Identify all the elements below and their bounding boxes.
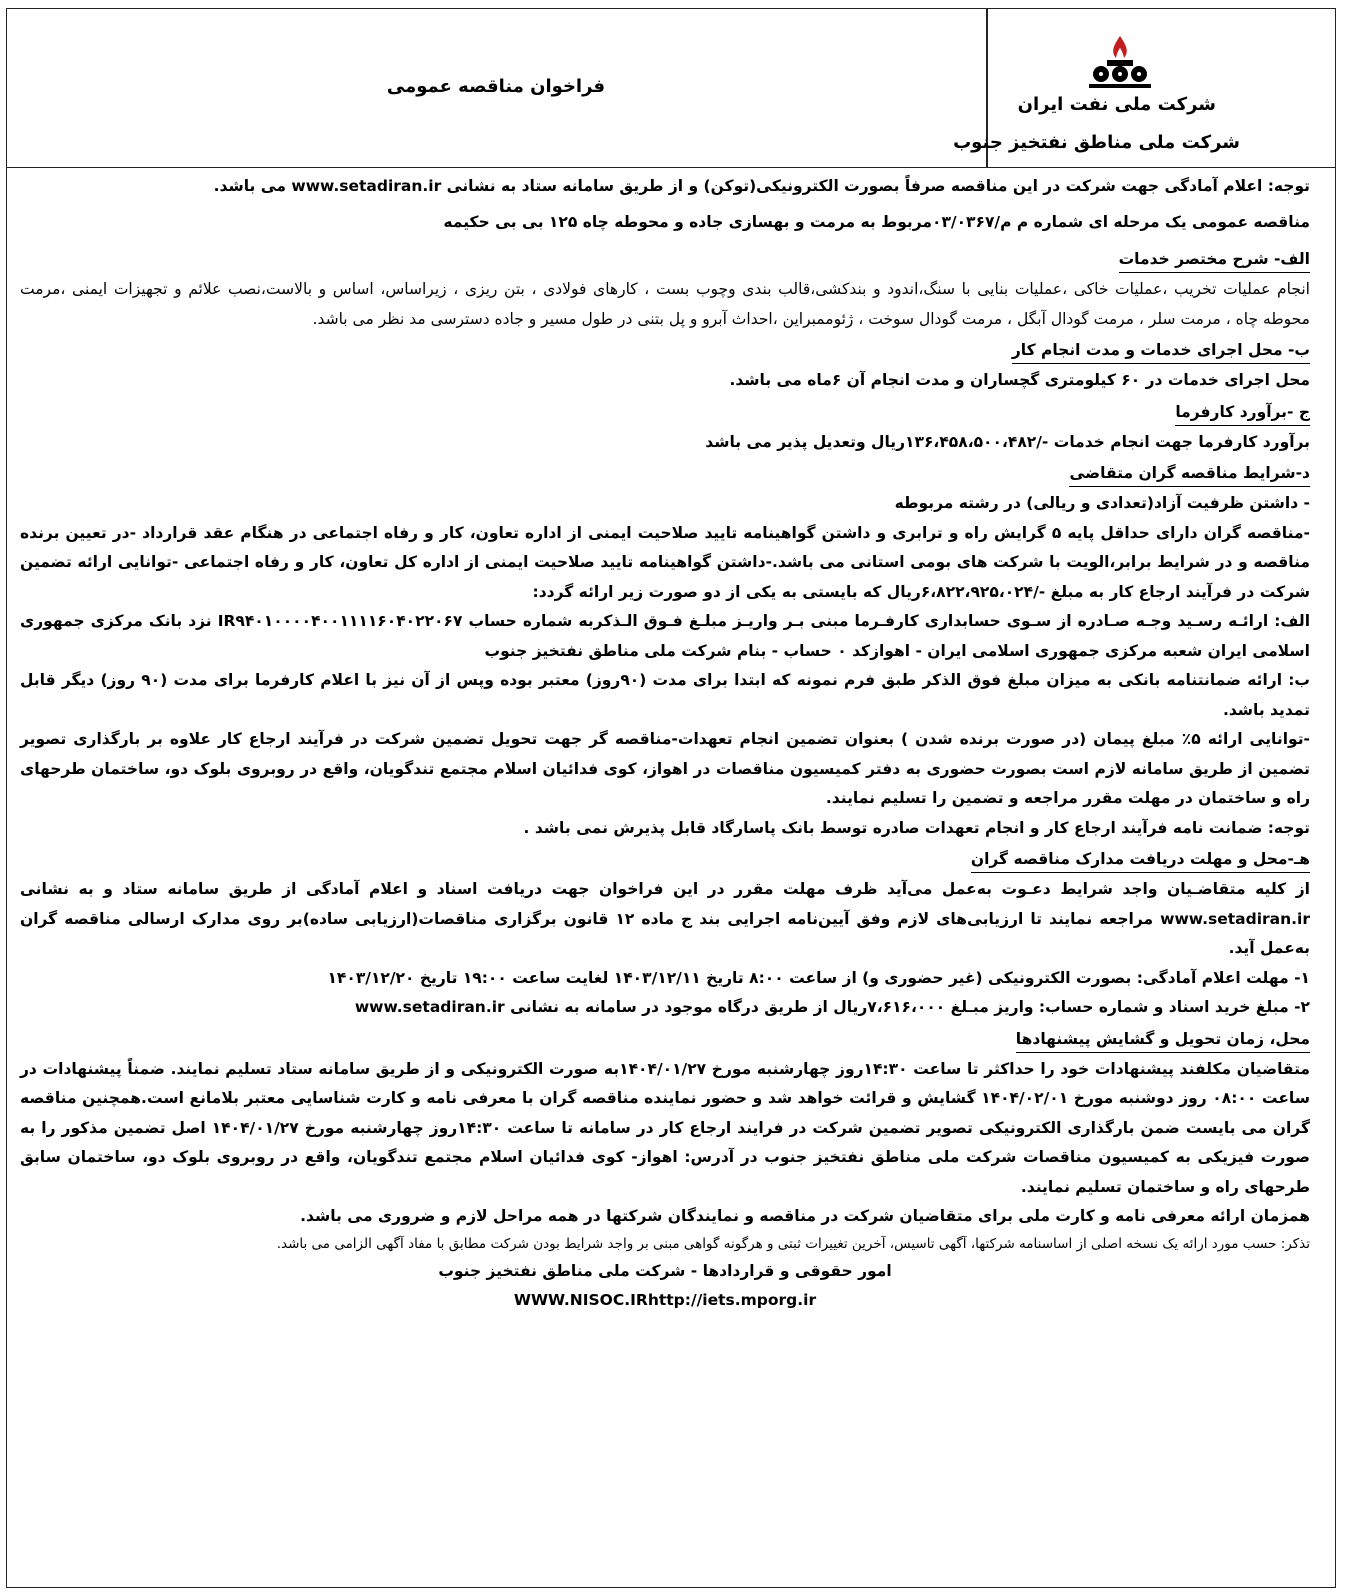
section-c-title: ج -برآورد کارفرما: [1175, 399, 1310, 426]
header: [6, 8, 1336, 168]
section-d-title: د-شرایط مناقصه گران متقاضی: [1069, 460, 1310, 487]
section-d-qualification: -مناقصه گران دارای حداقل پایه ۵ گرایش راه و ترابری و داشتن گواهینامه تایید صلاحیت ایمنی از اداره تعاون، کار و رفاه اجتماعی در هنگام عقد قرارداد -در تعیین برنده مناقصه و در شرایط برابر،الویت با شرکت های بومی استانی می باشد.-داشتن گواهینامه تایید صلاحیت ایمنی از اداره کل تعاون، کار و رفاه اجتماعی -توانایی ارائه تضمین شرکت در فرآیند ارجاع کار به مبلغ -/۶،۸۲۲،۹۲۵،۰۲۴ریال که بایستی به یکی از دو صورت زیر ارائه گردد:: [20, 523, 1310, 601]
section-c-text: برآورد کارفرما جهت انجام خدمات -/۱۳۶،۴۵۸،۵۰۰،۴۸۲ریال وتعدیل پذیر می باشد: [705, 432, 1310, 451]
section-f-id-note: همزمان ارائه معرفی نامه و کارت ملی برای متقاضیان شرکت در مناقصه و نمایندگان شرکتها در همه مراحل لازم و ضروری می باشد.: [300, 1207, 1310, 1225]
section-e-title: هـ-محل و مهلت دریافت مدارک مناقصه گران: [971, 846, 1310, 873]
tender-title: مناقصه عمومی یک مرحله ای شماره م م/۰۳/۰۳۶۷مربوط به مرمت و بهسازی جاده و محوطه چاه ۱۲۵ بی بی حکیمه: [443, 212, 1310, 231]
section-e-text: از کلیه متقاضـیان واجد شرایط دعـوت به‌عمل می‌آید ظرف مهلت مقرر در این فراخوان جهت دریافت اسناد و اعلام آمادگی از طریق سامانه ستاد و به نشانی www.setadiran.ir مراجعه نمایند تا ارزیابی‌های لازم وفق آیین‌نامه اجرایی بند ج ماده ۱۲ قانون برگزاری مناقصات(ارزیابی ساده)بر روی مدارک ارسالی مناقصه گران به‌عمل آید.: [20, 880, 1310, 957]
nioc-logo-icon: [1083, 34, 1157, 94]
section-e-deadline: ۱- مهلت اعلام آمادگی: بصورت الکترونیکی (غیر حضوری و) از ساعت ۸:۰۰ تاریخ ۱۴۰۳/۱۲/۱۱ لغایت ساعت ۱۹:۰۰ تاریخ ۱۴۰۳/۱۲/۲۰: [327, 968, 1310, 987]
section-d-option-b: ب: ارائه ضمانتنامه بانکی به میزان مبلغ فوق الذکر طبق فرم نمونه که ابتدا برای مدت (۹۰روز) معتبر بوده وپس از آن نیز با اعلام کارفرما برای مدت (۹۰ روز) دیگر قابل تمدید باشد.: [20, 671, 1310, 719]
reminder-note: تذکر: حسب مورد ارائه یک نسخه اصلی از اساسنامه شرکتها، آگهی تاسیس، آخرین تغییرات ثبتی و هرگونه گواهی مبنی بر واجد شرایط بودن شرکت مطابق با مفاد آگهی الزامی می باشد.: [276, 1235, 1310, 1252]
footer-websites: WWW.NISOC.IRhttp://iets.mporg.ir: [513, 1291, 817, 1309]
section-b-title: ب- محل اجرای خدمات و مدت انجام کار: [1012, 337, 1310, 364]
section-f-text: متقاضیان مکلفند پیشنهادات خود را حداکثر تا ساعت ۱۴:۳۰روز چهارشنبه مورخ ۱۴۰۴/۰۱/۲۷به صورت الکترونیکی و از طریق سامانه ستاد تسلیم نمایند. ضمناً پیشنهادات در ساعت ۰۸:۰۰ روز دوشنبه مورخ ۱۴۰۴/۰۲/۰۱ گشایش و قرائت خواهد شد و حضور نماینده مناقصه گران با معرفی نامه و کارت شناسایی معتبر بلامانع است.همچنین مناقصه گران می بایست ضمن بارگذاری الکترونیکی تصویر تضمین شرکت در فرایند ارجاع کار در سامانه تا ساعت ۱۴:۳۰روز چهارشنبه مورخ ۱۴۰۴/۰۱/۲۷ اصل تضمین مذکور را به صورت فیزیکی به کمیسیون مناقصات شرکت ملی مناطق نفتخیز جنوب در آدرس: اهواز- کوی فدائیان اسلام مجتمع تندگویان، واقع در روبروی بلوک دو، ساختمان سابق طرحهای راه و ساختمان تسلیم نمایند.: [20, 1059, 1310, 1196]
pasargad-note: توجه: ضمانت نامه فرآیند ارجاع کار و انجام تعهدات صادره توسط بانک پاسارگاد قابل پذیرش نمی باشد .: [523, 818, 1310, 837]
section-d-option-a: الف: ارائـه رسـید وجـه صـادره از سـوی حسابداری کارفـرما مبنی بـر واریـز مبلـغ فـوق الـذکربه شماره حساب IR۹۴۰۱۰۰۰۰۴۰۰۱۱۱۱۶۰۴۰۲۲۰۶۷ نزد بانک مرکزی جمهوری اسلامی ایران شعبه مرکزی جمهوری اسلامی ایران - اهوازکد ۰ حساب - بنام شرکت ملی مناطق نفتخیز جنوب: [20, 612, 1311, 660]
section-d-performance-bond: -توانایی ارائه ۵٪ مبلغ پیمان (در صورت برنده شدن ) بعنوان تضمین انجام تعهدات-مناقصه گر جهت تحویل تضمین شرکت در فرآیند ارجاع کار علاوه بر بارگذاری تصویر تضمین از طریق سامانه لازم است بصورت حضوری به دفتر کمیسیون مناقصات در اهواز، کوی فدائیان اسلام مجتمع تندگویان، واقع در روبروی بلوک دو، ساختمان طرحهای راه و ساختمان در مهلت مقرر مراجعه و تضمین را تسلیم نمایند.: [20, 730, 1310, 807]
section-b-text: محل اجرای خدمات در ۶۰ کیلومتری گچساران و مدت انجام آن ۶ماه می باشد.: [729, 371, 1310, 389]
electronic-note: توجه: اعلام آمادگی جهت شرکت در این مناقصه صرفاً بصورت الکترونیکی(توکن) و از طریق سامانه ستاد به نشانی www.setadiran.ir می باشد.: [213, 177, 1310, 195]
watermark: ParsNamadData: [470, 768, 859, 814]
company-name-nioc: شرکت ملی نفت ایران: [1017, 94, 1216, 115]
section-a-text: انجام عملیات تخریب ،عملیات خاکی ،عملیات بنایی با سنگ،اندود و بندکشی،قالب بندی وچوب بست ، کارهای فولادی ، بتن ریزی ، زیراساس، اساس و بالاست،نصب علائم و تجهیزات ایمنی ،مرمت محوطه چاه ، مرمت سلر ، مرمت گودال آبگل ، مرمت گودال سوخت ، ژئوممبراین ،احداث آبرو و پل بتنی در طول مسیر و جاده دسترسی مد نظر می باشد.: [20, 280, 1310, 328]
footer-department: امور حقوقی و قراردادها - شرکت ملی مناطق نفتخیز جنوب: [438, 1261, 892, 1280]
section-d-capacity: - داشتن ظرفیت آزاد(تعدادی و ریالی) در رشته مربوطه: [894, 494, 1310, 512]
section-f-title: محل، زمان تحویل و گشایش پیشنهادها: [1016, 1026, 1310, 1053]
section-e-fee: ۲- مبلغ خرید اسناد و شماره حساب: واریز مبـلغ ۷،۶۱۶،۰۰۰ریال از طریق درگاه موجود در سامانه به نشانی www.setadiran.ir: [354, 998, 1310, 1016]
company-name-nisoc: شرکت ملی مناطق نفتخیز جنوب: [953, 132, 1240, 153]
page-title: فراخوان مناقصه عمومی: [386, 76, 606, 97]
section-a-title: الف- شرح مختصر خدمات: [1119, 246, 1310, 273]
notice-body: [20, 172, 1310, 1316]
